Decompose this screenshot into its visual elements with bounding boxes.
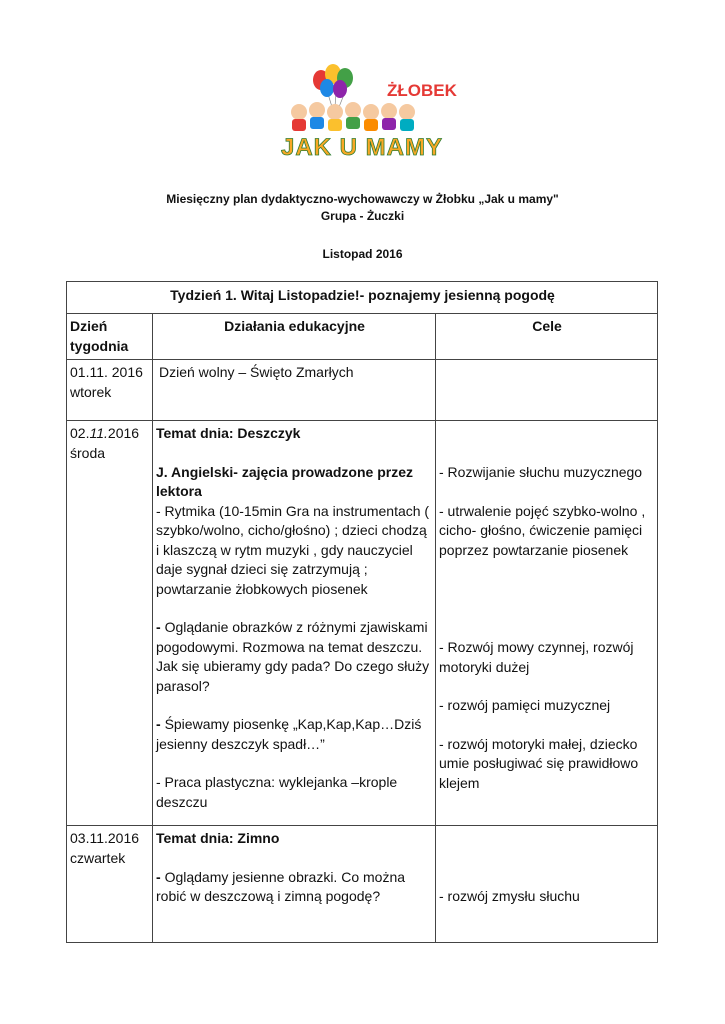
day-date: 01.11. 2016	[70, 364, 143, 380]
header-row	[67, 314, 658, 360]
goal-item: - rozwój motoryki małej, dziecko umie posługiwać się prawidłowo klejem	[439, 735, 639, 791]
pictures-activity	[156, 868, 433, 907]
table-row	[67, 360, 658, 421]
column-header-day: Dzień tygodnia	[67, 314, 153, 360]
table-row	[67, 421, 658, 826]
bullet-dash: -	[156, 716, 165, 732]
activity-text: Oglądamy jesienne obrazki. Co można robić w deszczową i zimną pogodę?	[156, 868, 406, 904]
activity-text: Śpiewamy piosenkę „Kap,Kap,Kap…Dziś jesienny deszczyk spadł…”	[156, 716, 422, 752]
day-date-part: 02.	[70, 425, 90, 441]
logo-bottom-text: JAK U MAMY	[281, 134, 444, 161]
weekly-plan-table	[66, 281, 658, 943]
rhythm-activity: - Rytmika (10-15min Gra na instrumentach ( szybko/wolno, cicho/głośno) ; dzieci chodzą i klaszczą w rytm muzyki , gdy nauczyciel daje sygnał dzieci się zatrzymują ; powtarzanie żłobkowych piosenek	[156, 502, 430, 597]
table-row	[67, 826, 658, 943]
actions-cell	[153, 360, 436, 421]
column-header-actions: Działania edukacyjne	[153, 314, 436, 360]
week-title-row	[67, 282, 658, 314]
group-name: Grupa - Żuczki	[320, 209, 405, 223]
day-date-part: 2016	[107, 425, 140, 441]
bullet-dash: -	[156, 868, 165, 885]
day-cell	[67, 360, 153, 421]
english-activity: J. Angielski- zajęcia prowadzone przez lektora	[156, 463, 413, 499]
day-topic: Temat dnia: Zimno	[156, 830, 280, 846]
goal-item: - rozwój zmysłu słuchu	[439, 888, 580, 904]
goal-item: - rozwój pamięci muzycznej	[439, 697, 611, 713]
actions-cell	[153, 421, 436, 826]
goals-cell	[436, 360, 658, 421]
bullet-dash: -	[156, 619, 165, 635]
actions-cell	[153, 826, 436, 943]
week-title: Tydzień 1. Witaj Listopadzie!- poznajemy jesienną pogodę	[67, 282, 658, 314]
day-date	[70, 424, 150, 444]
day-topic: Temat dnia: Deszczyk	[156, 425, 301, 441]
day-cell	[67, 421, 153, 826]
day-cell	[67, 826, 153, 943]
goal-item: - Rozwój mowy czynnej, rozwój motoryki dużej	[439, 639, 634, 675]
activity-text: Oglądanie obrazków z różnymi zjawiskami pogodowymi. Rozmowa na temat deszczu. Jak się ubieramy gdy pada? Do czego służy parasol?	[156, 619, 430, 694]
plan-title: Miesięczny plan dydaktyczno-wychowawczy w Żłobku „Jak u mamy"	[166, 192, 559, 206]
month-label: Listopad 2016	[322, 247, 403, 261]
goals-cell	[436, 421, 658, 826]
logo-illustration	[277, 62, 457, 162]
zlobek-logo	[277, 62, 457, 162]
art-activity: - Praca plastyczna: wyklejanka –krople deszczu	[156, 774, 398, 810]
day-name: wtorek	[70, 383, 112, 400]
day-date-part: 11.	[89, 425, 108, 441]
column-header-goals: Cele	[436, 314, 658, 360]
logo-top-text: ŻŁOBEK	[387, 81, 457, 100]
action-text: Dzień wolny – Święto Zmarłych	[159, 364, 354, 380]
goal-item: - utrwalenie pojęć szybko-wolno , cicho- głośno, ćwiczenie pamięci poprzez powtarzanie piosenek	[439, 502, 646, 558]
day-name: czwartek	[70, 849, 126, 866]
goals-cell	[436, 826, 658, 943]
day-name: środa	[70, 444, 106, 461]
goal-item: - Rozwijanie słuchu muzycznego	[439, 464, 643, 480]
pictures-activity	[156, 618, 433, 696]
day-date: 03.11.2016	[70, 830, 140, 846]
song-activity	[156, 715, 433, 754]
